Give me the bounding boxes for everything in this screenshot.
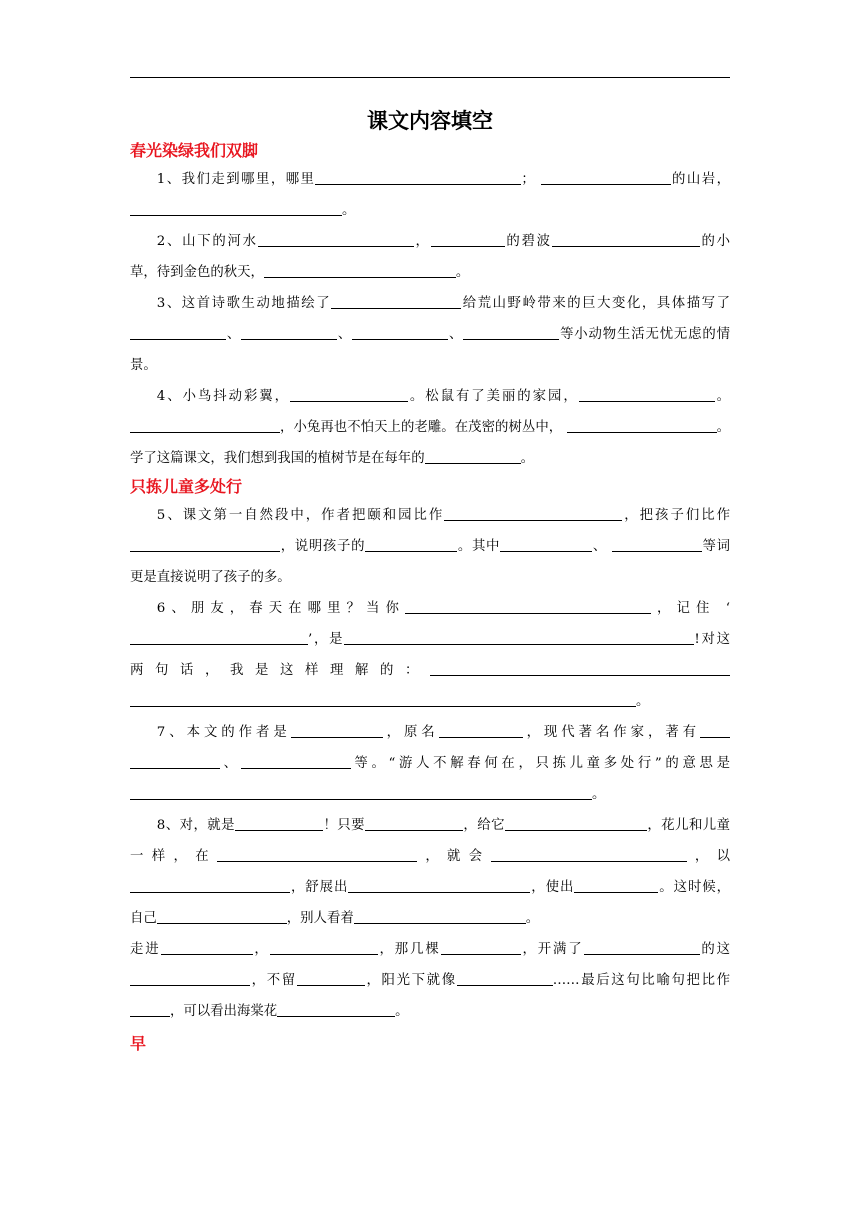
blank[interactable] bbox=[277, 1002, 395, 1017]
blank[interactable] bbox=[579, 387, 715, 402]
blank[interactable] bbox=[130, 537, 280, 552]
blank[interactable] bbox=[365, 537, 457, 552]
header-rule bbox=[130, 77, 730, 78]
blank[interactable] bbox=[574, 878, 658, 893]
blank[interactable] bbox=[444, 506, 622, 521]
blank[interactable] bbox=[541, 170, 671, 185]
blank[interactable] bbox=[500, 537, 592, 552]
blank[interactable] bbox=[217, 847, 417, 862]
question-2: 2、山下的河水 ， 的碧波 的小草，待到金色的秋天， 。 bbox=[130, 234, 731, 280]
blank[interactable] bbox=[430, 661, 730, 676]
blank[interactable] bbox=[161, 940, 253, 955]
page-title: 课文内容填空 bbox=[367, 108, 493, 133]
blank[interactable] bbox=[130, 785, 592, 800]
blank[interactable] bbox=[457, 971, 553, 986]
worksheet bbox=[130, 104, 730, 1057]
blank[interactable] bbox=[130, 630, 308, 645]
blank[interactable] bbox=[130, 325, 226, 340]
question-7: 7、本文的作者是 ，原名 ，现代著名作家，著有 、 等。“游人不解春何在，只拣儿童多处行”的意思是。 bbox=[130, 717, 730, 810]
blank[interactable] bbox=[291, 723, 383, 738]
blank[interactable] bbox=[348, 878, 530, 893]
blank[interactable] bbox=[331, 294, 461, 309]
blank[interactable] bbox=[130, 692, 636, 707]
blank[interactable] bbox=[439, 723, 523, 738]
blank[interactable] bbox=[431, 232, 505, 247]
question-3: 3、这首诗歌生动地描绘了 给荒山野岭带来的巨大变化，具体描写了、 、 、 等小动物生活无忧无虑的情景。 bbox=[130, 296, 731, 373]
blank[interactable] bbox=[235, 816, 323, 831]
blank[interactable] bbox=[365, 816, 463, 831]
blank[interactable] bbox=[130, 1002, 170, 1017]
section-heading-2: 只拣儿童多处行 bbox=[130, 477, 243, 496]
blank[interactable] bbox=[264, 263, 456, 278]
blank[interactable] bbox=[612, 537, 702, 552]
blank[interactable] bbox=[241, 754, 351, 769]
blank[interactable] bbox=[130, 971, 250, 986]
blank[interactable] bbox=[270, 940, 378, 955]
section-heading-3: 早 bbox=[130, 1034, 147, 1053]
blank[interactable] bbox=[241, 325, 337, 340]
blank[interactable] bbox=[463, 325, 559, 340]
blank[interactable] bbox=[505, 816, 647, 831]
blank[interactable] bbox=[354, 909, 526, 924]
blank[interactable] bbox=[441, 940, 521, 955]
blank[interactable] bbox=[157, 909, 287, 924]
blank[interactable] bbox=[700, 723, 730, 738]
question-1: 1、我们走到哪里，哪里 ； 的山岩，。 bbox=[130, 164, 730, 226]
blank[interactable] bbox=[258, 232, 414, 247]
blank[interactable] bbox=[297, 971, 365, 986]
question-4: 4、小鸟抖动彩翼， 。松鼠有了美丽的家园， 。 ，小兔再也不怕天上的老雕。在茂密的树丛中， 。学了这篇课文，我们想到我国的植树节是在每年的 。 bbox=[130, 389, 731, 466]
blank[interactable] bbox=[491, 847, 687, 862]
question-6: 6、朋友，春天在哪里？当你 ，记住 ‘’，是 !对这两句话，我是这样理解的： 。 bbox=[130, 601, 731, 709]
question-5: 5、课文第一自然段中，作者把颐和园比作 ，把孩子们比作，说明孩子的 。其中 、 等词更是直接说明了孩子的多。 bbox=[130, 508, 731, 585]
blank[interactable] bbox=[290, 387, 408, 402]
blank[interactable] bbox=[552, 232, 700, 247]
blank[interactable] bbox=[130, 418, 280, 433]
blank[interactable] bbox=[584, 940, 700, 955]
blank[interactable] bbox=[130, 754, 220, 769]
blank[interactable] bbox=[352, 325, 448, 340]
blank[interactable] bbox=[130, 201, 342, 216]
blank[interactable] bbox=[425, 449, 521, 464]
question-8: 8、对，就是 ！只要 ，给它 ，花儿和儿童一样，在 ，就会 ，以，舒展出 ，使出 。这时候，自己 ，别人看着 。 bbox=[130, 818, 731, 926]
blank[interactable] bbox=[567, 418, 717, 433]
blank[interactable] bbox=[344, 630, 694, 645]
blank[interactable] bbox=[315, 170, 521, 185]
section-heading-1: 春光染绿我们双脚 bbox=[130, 141, 259, 160]
blank[interactable] bbox=[130, 878, 290, 893]
blank[interactable] bbox=[405, 599, 651, 614]
question-9: 走进 ， ，那几棵 ，开满了 的这，不留 ，阳光下就像 ……最后这句比喻句把比作，可以看出海棠花 。 bbox=[130, 942, 731, 1019]
